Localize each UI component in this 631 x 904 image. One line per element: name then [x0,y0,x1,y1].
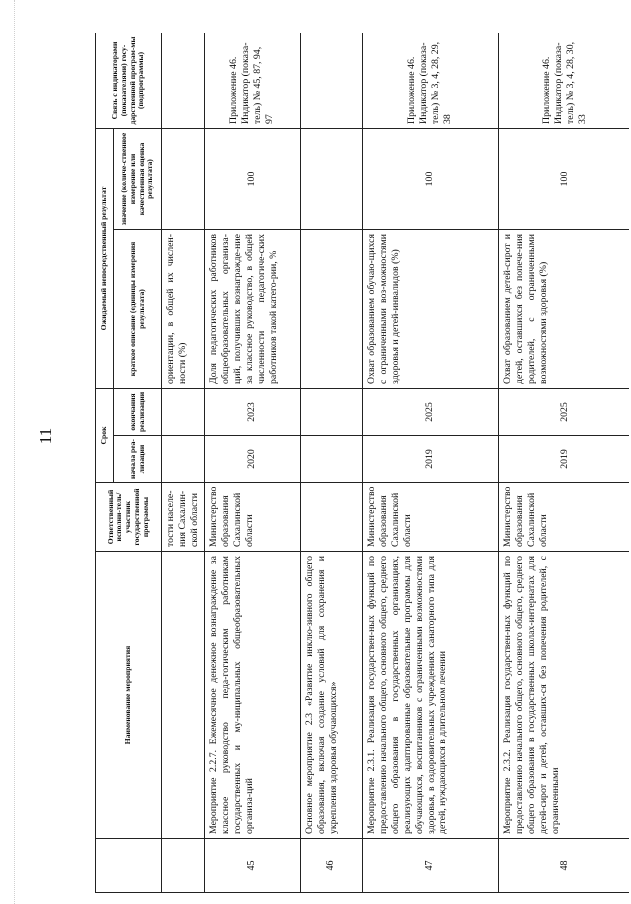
row-responsible: Министерство образования Сахалинской области [204,483,300,552]
row-responsible [300,483,362,552]
header-num [96,839,162,893]
header-name: Наименование мероприятия [96,552,162,839]
row-result-value: 100 [362,128,498,229]
table-row [300,33,362,893]
table-row [162,33,205,893]
page-number: 11 [36,427,56,445]
row-result-value [300,128,362,229]
row-link: Приложение 46. Индикатор (показа-тель) № 3, 4, 28, 29, 38 [362,33,498,128]
row-result-value: 100 [204,128,300,229]
row-end: 2025 [362,388,498,435]
row-end [300,388,362,435]
row-name [162,552,205,839]
header-row-1 [96,33,114,893]
row-name: Основное мероприятие 2.3 «Развитие инклю-зивного общего образования, включая создание условий для сохранения и укрепления здоровья обучающихся» [300,552,362,839]
row-number: 45 [204,839,300,893]
row-start [300,436,362,483]
header-responsible: Ответственный исполни-тель/участник государственной программы [96,483,162,552]
row-start [162,436,205,483]
row-link: Приложение 46. Индикатор (показа-тель) № 45, 87, 94, 97 [204,33,300,128]
header-link: Связь с индикаторами (показателями) госу-дарственной програм-мы (подпрограммы) [96,33,162,128]
row-result-desc: ориентации, в общей их числен-ности (%) [162,229,205,388]
header-result-desc: краткое описание (единицы измерения результата) [114,229,162,388]
row-result-desc: Охват образованием обучаю-щихся с ограниченными воз-можностями здоровья и детей-инвалидов (%) [362,229,498,388]
row-number: 48 [498,839,629,893]
row-start: 2019 [362,436,498,483]
header-term-end: окончания реализации [114,388,162,435]
table-row [362,33,498,893]
table-row [204,33,300,893]
row-result-desc: Охват образованием детей-сирот и детей, оставшихся без попече-ния родителей, с ограниченными возможностями здоровья (%) [498,229,629,388]
scan-edge-specks [14,0,17,904]
header-result-value: значение (количе-ственное измерение или качественная оценка результата) [114,128,162,229]
table-row [498,33,629,893]
row-number: 46 [300,839,362,893]
row-name: Мероприятие 2.3.1. Реализация государствен-ных функций по предоставлению начального общего, основного общего, среднего общего образования в государственных организациях, реализующих адаптированные образовательные программы для обучающихся, воспитанников с ограниченными возможностями здоровья, в оздоровительных учреждениях санаторного типа для детей, нуждающихся в длительном лечении [362,552,498,839]
row-result-value: 100 [498,128,629,229]
measures-table [95,33,629,893]
row-name: Мероприятие 2.2.7. Ежемесячное денежное вознаграждение за классное руководство педа-гогическим работникам государственных и му-ниципальных общеобразовательных организа-ций [204,552,300,839]
row-number: 47 [362,839,498,893]
header-result: Ожидаемый непосредственный результат [96,128,114,388]
header-term: Срок [96,388,114,482]
row-link [162,33,205,128]
rotated-table-container [95,33,629,893]
row-start: 2020 [204,436,300,483]
document-page [95,33,629,893]
row-number [162,839,205,893]
row-end: 2025 [498,388,629,435]
row-link: Приложение 46. Индикатор (показа-тель) № 3, 4, 28, 30, 33 [498,33,629,128]
row-responsible: тости населе-ния Сахалин-ской области [162,483,205,552]
row-link [300,33,362,128]
header-term-start: начала реа-лизации [114,436,162,483]
row-start: 2019 [498,436,629,483]
row-responsible: Министерство образования Сахалинской области [498,483,629,552]
row-end: 2023 [204,388,300,435]
row-result-desc: Доля педагогических работников общеобразовательных организа-ций, получивших вознагражде-ние за классное руководство, в общей численности педагогиче-ских работников такой катего-рии, % [204,229,300,388]
row-name: Мероприятие 2.3.2. Реализация государствен-ных функций по предоставлению начального общего, основного общего, среднего общего образования в государственных школах-интернатах для детей-сирот и детей, оставших-ся без попечения родителей, с ограниченными [498,552,629,839]
row-responsible: Министерство образования Сахалинской области [362,483,498,552]
row-end [162,388,205,435]
row-result-value [162,128,205,229]
row-result-desc [300,229,362,388]
